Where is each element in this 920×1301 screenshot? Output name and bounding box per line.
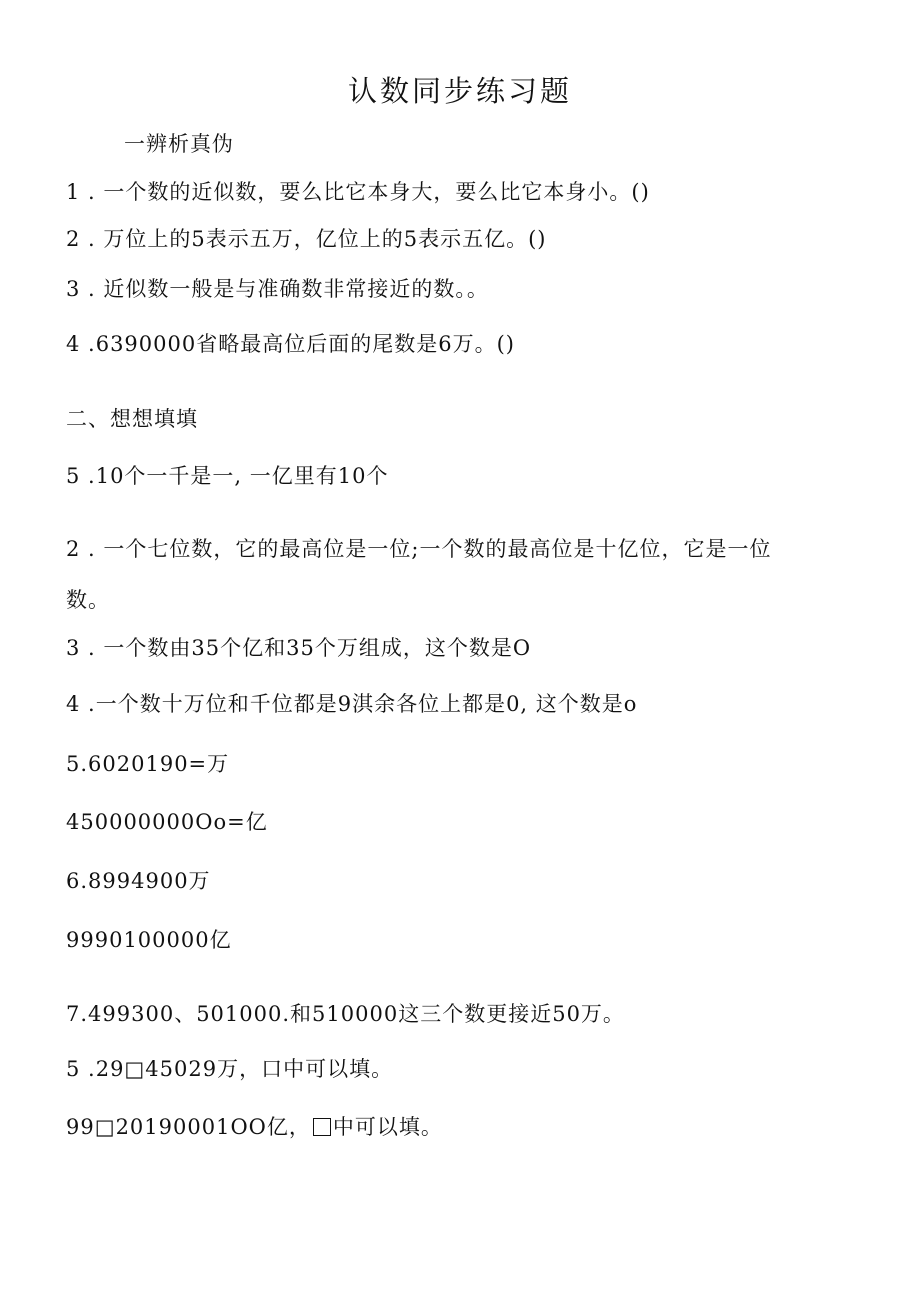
- question-text: 5.6020190=万: [66, 752, 230, 776]
- section-heading-fill: 二、想想填填: [66, 407, 198, 431]
- question-text: 数。: [66, 588, 110, 612]
- question-text: 6.8994900万: [66, 869, 211, 893]
- question-text: 3 . 一个数由35个亿和35个万组成，这个数是O: [66, 636, 532, 660]
- question-text: 9990100000亿: [66, 928, 232, 952]
- question-text: 7.499300、501000.和510000这三个数更接近50万。: [66, 1002, 625, 1026]
- section-heading-judge: 一辨析真伪: [124, 132, 234, 156]
- question-text: 2 . 一个七位数，它的最高位是一位;一个数的最高位是十亿位，它是一位: [66, 537, 772, 561]
- question-text-part: 中可以填。: [332, 1115, 443, 1139]
- question-text-last: [66, 1113, 443, 1141]
- question-text: 450000000Oo=亿: [66, 810, 268, 834]
- question-text: 4 .一个数十万位和千位都是9淇余各位上都是0, 这个数是o: [66, 692, 638, 716]
- question-text: 5 .10个一千是一, 一亿里有10个: [66, 464, 389, 488]
- question-text: 1 . 一个数的近似数，要么比它本身大，要么比它本身小。(): [66, 180, 650, 204]
- question-text: 5 .29□45029万，口中可以填。: [66, 1057, 394, 1081]
- question-text: 2 . 万位上的5表示五万，亿位上的5表示五亿。(): [66, 227, 547, 251]
- question-text-part: 99□20190001OO亿，: [66, 1115, 311, 1139]
- question-text: 3 . 近似数一般是与准确数非常接近的数。。: [66, 277, 489, 301]
- question-text: 4 .6390000省略最高位后面的尾数是6万。(): [66, 332, 515, 356]
- answer-box-icon: [313, 1118, 331, 1136]
- page-title: 认数同步练习题: [347, 74, 572, 108]
